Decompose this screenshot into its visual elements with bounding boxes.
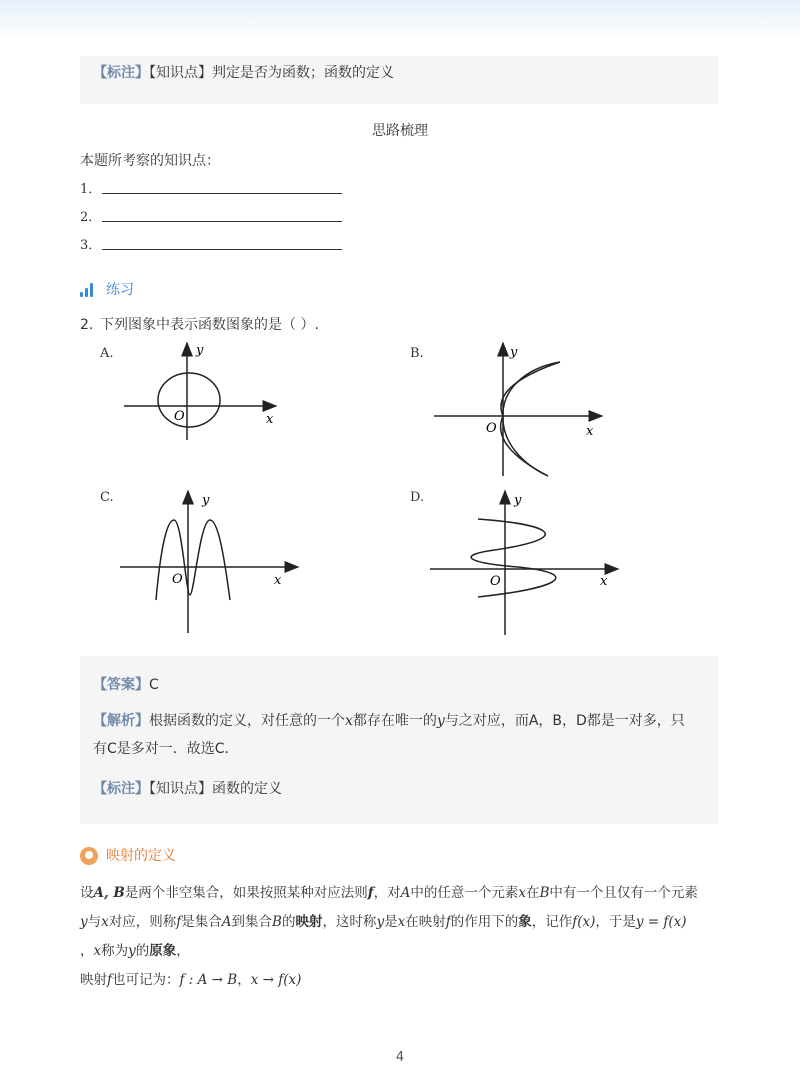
circle-curve: [158, 373, 220, 427]
note-tag: 【标注】: [93, 781, 149, 797]
option-b-label: B.: [410, 346, 424, 361]
blank-row-1: 1．: [80, 178, 100, 197]
blank-line[interactable]: [102, 249, 342, 250]
summary-intro: 本题所考察的知识点：: [80, 153, 220, 169]
analysis-line-1: 【解析】根据函数的定义，对任意的一个x都存在唯一的y与之对应，而A，B，D都是一对多，只: [93, 713, 685, 729]
y-label: y: [202, 493, 210, 508]
note-line: [93, 778, 282, 798]
blank-row-3: 3．: [80, 234, 100, 253]
note-tag: 【标注】: [93, 65, 149, 81]
question-number: 2.: [80, 317, 94, 333]
answer-line: [93, 674, 159, 694]
graph-c[interactable]: [118, 485, 308, 635]
y-label: y: [196, 343, 204, 358]
y-label: y: [514, 493, 522, 508]
blank-line[interactable]: [102, 221, 342, 222]
analysis-tag: 【解析】: [93, 713, 149, 729]
mapping-line-4: 映射f也可记为：f : A → B，x → f(x): [80, 972, 302, 988]
mapping-line-3: ，x称为y的原象，: [80, 943, 190, 959]
origin-label: O: [172, 572, 183, 587]
blank-line[interactable]: [102, 193, 342, 194]
note-box: [80, 56, 718, 104]
origin-label: O: [486, 421, 497, 436]
practice-heading-label: 练习: [106, 282, 134, 298]
origin-label: O: [490, 574, 501, 589]
analysis-line-2: 有C是多对一．故选C．: [93, 741, 239, 757]
x-label: x: [600, 574, 608, 589]
top-header-band: [0, 0, 800, 40]
function-curve: [156, 520, 230, 600]
parabola-curve: [501, 362, 560, 476]
note-line: [93, 62, 394, 82]
option-a-label: A.: [100, 346, 114, 361]
x-label: x: [266, 412, 274, 427]
page-number: 4: [395, 1050, 405, 1065]
question-text: 下列图象中表示函数图象的是（ ）.: [100, 317, 319, 333]
x-label: x: [274, 573, 282, 588]
sideways-s-curve: [471, 519, 556, 597]
mapping-heading: [80, 845, 176, 865]
bar-chart-icon: [80, 283, 98, 297]
practice-heading: [80, 279, 134, 299]
answer-value: C: [149, 677, 159, 693]
note-text: 【知识点】函数的定义: [149, 781, 282, 797]
option-c-label: C.: [100, 490, 114, 505]
graph-b[interactable]: [430, 338, 610, 478]
option-d-label: D.: [410, 490, 425, 505]
question: [80, 314, 319, 334]
answer-box: [80, 656, 718, 824]
x-label: x: [586, 424, 594, 439]
blank-row-2: 2．: [80, 206, 100, 225]
mapping-line-2: y与x对应，则称f是集合A到集合B的映射，这时称y是x在映射f的作用下的象，记作f(x)，于是y = f(x): [80, 914, 687, 930]
summary-title: 思路梳理: [372, 123, 428, 139]
y-label: y: [510, 345, 518, 360]
lightbulb-icon: [80, 847, 98, 865]
mapping-heading-label: 映射的定义: [106, 848, 176, 864]
graph-a[interactable]: [120, 338, 290, 443]
mapping-line-1: 设A, B是两个非空集合，如果按照某种对应法则f，对A中的任意一个元素x在B中有一个且仅有一个元素: [80, 885, 698, 901]
note-text: 【知识点】判定是否为函数；函数的定义: [149, 65, 394, 81]
graph-d[interactable]: [428, 485, 628, 637]
origin-label: O: [174, 409, 185, 424]
answer-tag: 【答案】: [93, 677, 149, 693]
